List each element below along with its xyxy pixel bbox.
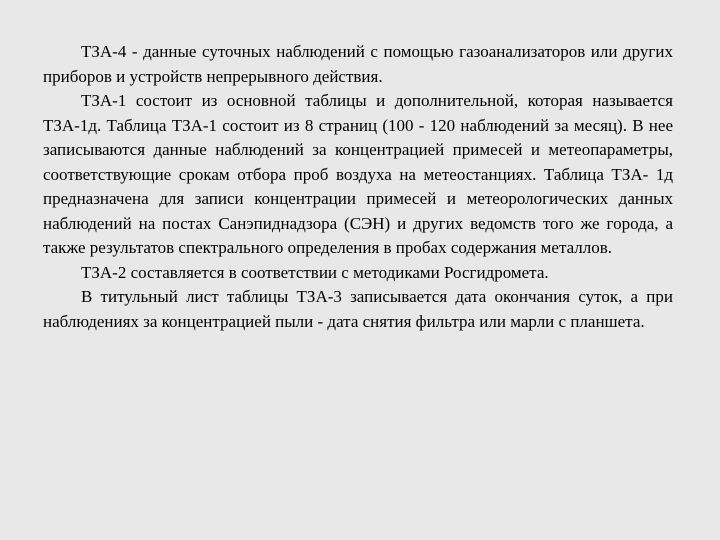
body-text <box>43 40 673 334</box>
paragraph-tza1: ТЗА-1 состоит из основной таблицы и дополнительной, которая называется ТЗА-1д. Таблица ТЗА-1 состоит из 8 страниц (100 - 120 наблюдений за месяц). В нее записываются данные наблюдений за концентрацией примесей и метеопараметры, соответствующие срокам отбора проб воздуха на метеостанциях. Таблица ТЗА- 1д предназначена для записи концентрации примесей и метеорологических данных наблюдений на постах Санэпиднадзора (СЭН) и других ведомств того же города, а также результатов спектрального определения в пробах содержания металлов. <box>43 91 673 257</box>
paragraph-tza3: В титульный лист таблицы ТЗА-3 записывается дата окончания суток, а при наблюдениях за концентрацией пыли - дата снятия фильтра или марли с планшета. <box>43 287 673 331</box>
paragraph-tza4: ТЗА-4 - данные суточных наблюдений с помощью газоанализаторов или других приборов и устройств непрерывного действия. <box>43 42 673 86</box>
paragraph-tza2: ТЗА-2 составляется в соответствии с методиками Росгидромета. <box>81 262 549 282</box>
